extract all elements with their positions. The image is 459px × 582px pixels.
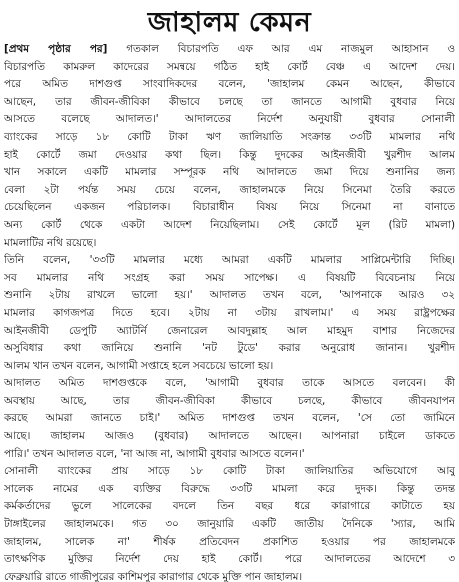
article-line: জাহালম, সালেক না' শীর্ষক প্রতিবেদন প্রকাশিত হওয়ার পর জাহালমকে (4, 535, 455, 548)
article-line: করছে আমরা জানতে চাই।' অমিত দাশগুপ্ত তখন বলেন, 'সে তো জামিনে (4, 412, 455, 425)
article-line: আলম খান তখন বলেন, আগামী সপ্তাহে হলে সবচেয়ে ভালো হয়। (4, 359, 274, 372)
article-line: আসতে বলেছে আদালত।' আদালতের নির্দেশ অনুযায়ী বুধবার সোনালী (4, 113, 455, 126)
article-line: আইনজীবী ডেপুটি অ্যাটর্নি জেনারেল আবদুল্লাহ আল মাহমুদ বাশার নিজেদের (4, 324, 455, 337)
article-line: বিচারপতি কামরুল কাদেরের সমন্বয়ে গঠিত হাই কোর্ট বেঞ্চ এ আদেশ দেয়। (4, 60, 455, 73)
article-line: খান সকালে একটি মামলার সম্পূরক নথি আদালতে জমা দিয়ে শুনানির জন্য (4, 166, 455, 179)
article-body (4, 41, 455, 582)
article-line: আছে। জাহালম আজও (বুধবার) আদালতে আছেন। আপনারা চাইলে ডাকতে (4, 430, 455, 443)
article-line: কর্মকর্তাদের ভুলে সালেকের বদলে তিন বছর ধরে কারাগারে কাটাতে হয় (4, 500, 455, 513)
article-line: অন্য কোর্ট থেকে একটা আদেশ নিয়েছিলাম। সেই কোর্টে মূল (রিট মামলা) (4, 218, 455, 231)
article-line: হাই কোর্টে জমা দেওয়ার কথা ছিল। কিন্তু দুদকের আইনজীবী খুরশীদ আলম (4, 148, 455, 161)
article-line: পরে অমিত দাশগুপ্ত সাংবাদিকদের বলেন, 'জাহালম কেমন আছেন, কীভাবে (4, 78, 455, 91)
article-line: সালেক নামের এক ব্যক্তির বিরুদ্ধে ৩৩টি মামলা করে দুদক। কিন্তু তদন্ত (4, 482, 455, 495)
article-line: অবস্থায় আছে, তার জীবন-জীবিকা কীভাবে চলছে, কীভাবে জীবনযাপন (4, 394, 455, 407)
article-line: আছেন, তার জীবন-জীবিকা কীভাবে চলছে তা জানতে আগামী বুধবার নিয়ে (4, 95, 455, 108)
article-line: সব মামলার নথি সংগ্রহ করা সময় সাপেক্ষ। এ বিষয়টি বিবেচনায় নিয়ে (4, 271, 455, 284)
article-line: মামলাটির নথি রয়েছে। (4, 236, 97, 249)
article-line: ব্যাংকের সাড়ে ১৮ কোটি টাকা ঋণ জালিয়াতি সংক্রান্ত ৩৩টি মামলার নথি (4, 130, 455, 143)
article-headline: জাহালম কেমন (147, 7, 312, 38)
article-line: মামলার কাগজপত্র দিতে হবে। ২টায় না ৩টায় রাখলাম।' এ সময় রাষ্ট্রপক্ষের (4, 306, 455, 319)
article-line: সোনালী ব্যাংকের প্রায় সাড়ে ১৮ কোটি টাকা জালিয়াতির অভিযোগে আবু (4, 465, 455, 478)
article-line: আদালত অমিত দাশগুপ্তকে বলে, 'আগামী বুধবার তাকে আসতে বলবেন। কী (4, 377, 455, 390)
article-line: চেয়েছিলেন একজন পরিচালক। বিচারাধীন বিষয় নিয়ে সিনেমা না বানাতে (4, 201, 455, 214)
article-line: ফেব্রুয়ারি রাতে গাজীপুরের কাশিমপুর কারাগার থেকে মুক্তি পান জাহালম। (4, 570, 303, 582)
article-line: পারি।' তখন আদালত বলে, 'না আজ না, আগামী বুধবার আসতে বলেন।' (4, 447, 305, 460)
article-line: অসুবিধার কথা জানিয়ে শুনানি 'নট টুডে' করার অনুরোধ জানান। খুরশীদ (4, 342, 455, 355)
article-line-text: গতকাল বিচারপতি এফ আর এম নাজমুল আহাসান ও (107, 43, 455, 55)
article-line: টাঙ্গাইলের জাহালমকে। গত ৩০ জানুয়ারি একটি জাতীয় দৈনিকে 'স্যার, আমি (4, 518, 455, 531)
article-line: শুনানি ২টায় রাখলে ভালো হয়।' আদালত তখন বলে, 'আপনাকে আরও ৩২ (4, 289, 455, 302)
article-line: বেলা ২টা পর্যন্ত সময় চেয়ে বলেন, জাহালমকে নিয়ে সিনেমা তৈরি করতে (4, 183, 455, 196)
continuation-label: [প্রথম পৃষ্ঠার পর] (4, 43, 108, 55)
article-line: তাৎক্ষণিক মুক্তির নির্দেশ দেয় হাই কোর্ট। পরে আদালতের আদেশে ৩ (4, 553, 455, 566)
article-line (4, 41, 455, 59)
article-line: তিনি বলেন, '৩৩টি মামলার মধ্যে আমরা একটি মামলার সাপ্লিমেন্টারি দিচ্ছি। (4, 254, 455, 267)
